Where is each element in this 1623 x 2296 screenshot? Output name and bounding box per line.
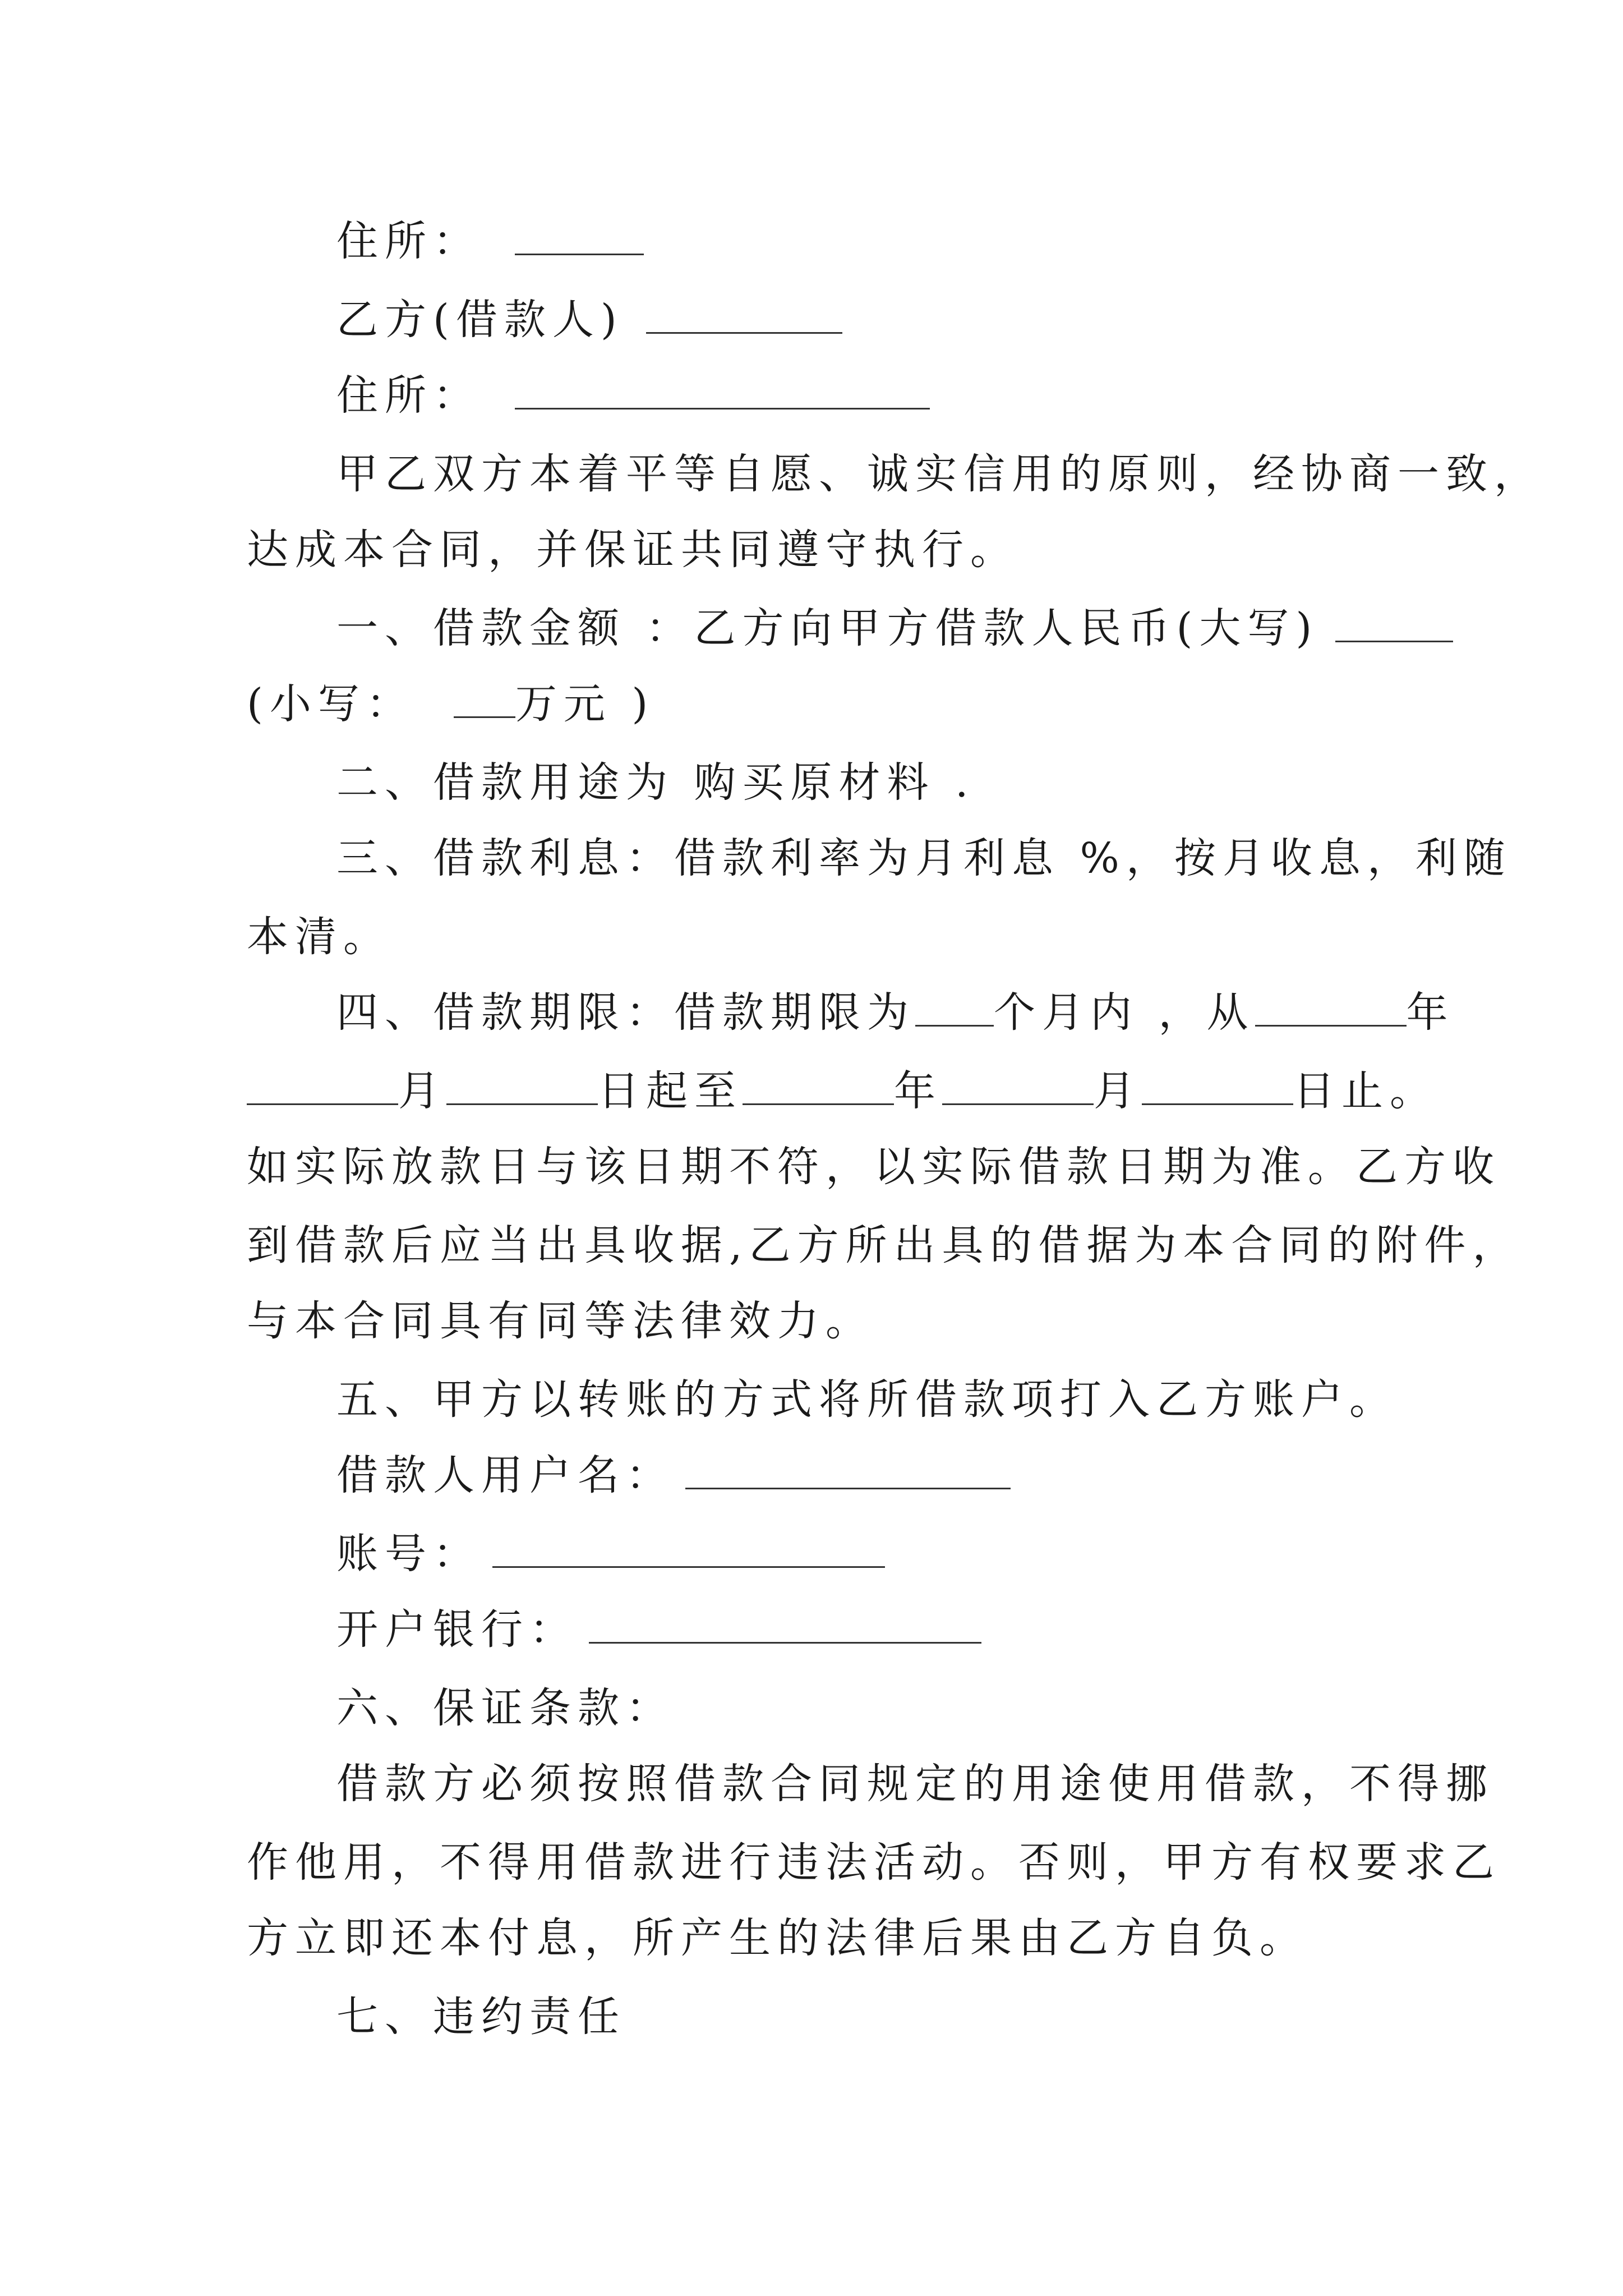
end-year-blank bbox=[743, 1066, 894, 1105]
clause4-line-5: 与本合同具有同等法律效力。 bbox=[247, 1297, 874, 1345]
borrower-residence-blank bbox=[515, 371, 930, 409]
borrower-residence-label: 住所： bbox=[336, 371, 481, 420]
clause3-line-1: 三、借款利息：借款利率为月利息 %，按月收息，利随 bbox=[336, 834, 1512, 882]
start-year-blank bbox=[1255, 988, 1407, 1027]
account-name-line bbox=[336, 1447, 1391, 1503]
amount-small-suffix: 万元 ) bbox=[515, 680, 655, 728]
account-number-blank bbox=[492, 1529, 885, 1568]
clause4-line-4: 到借款后应当出具收据,乙方所出具的借据为本合同的附件， bbox=[247, 1221, 1521, 1269]
end-year-label: 年 bbox=[894, 1067, 942, 1115]
start-month-blank bbox=[247, 1066, 398, 1105]
start-month-label: 月 bbox=[398, 1067, 446, 1115]
clause1-line-2 bbox=[247, 676, 1391, 732]
bank-label: 开户银行： bbox=[336, 1605, 578, 1654]
borrower-name-blank bbox=[646, 295, 842, 334]
lender-residence-blank bbox=[515, 217, 644, 255]
clause1-text: 一、借款金额 ：乙方向甲方借款人民币(大写) bbox=[336, 604, 1319, 652]
clause4-line-2 bbox=[247, 1063, 1438, 1119]
account-name-label: 借款人用户名： bbox=[336, 1451, 674, 1499]
months-blank bbox=[915, 988, 994, 1027]
account-name-blank bbox=[685, 1451, 1011, 1489]
clause4-prefix: 四、借款期限：借款期限为 bbox=[336, 988, 915, 1037]
clause4-line-3: 如实际放款日与该日期不符，以实际借款日期为准。乙方收 bbox=[247, 1143, 1501, 1191]
amount-uppercase-blank bbox=[1335, 604, 1453, 642]
end-month-label: 月 bbox=[1094, 1067, 1142, 1115]
account-number-label: 账号： bbox=[336, 1530, 481, 1578]
clause6-line-2: 作他用，不得用借款进行违法活动。否则，甲方有权要求乙 bbox=[247, 1838, 1501, 1887]
end-month-blank bbox=[942, 1066, 1094, 1105]
amount-small-blank bbox=[454, 679, 515, 718]
borrower-residence-line bbox=[336, 367, 1391, 424]
clause1-line-1 bbox=[336, 600, 1391, 656]
end-day-blank bbox=[1142, 1066, 1293, 1105]
clause3-line-2: 本清。 bbox=[247, 913, 391, 961]
clause2-line: 二、借款用途为 购买原材料 . bbox=[336, 758, 975, 807]
clause7-title: 七、违约责任 bbox=[336, 1993, 626, 2041]
clause6-line-3: 方立即还本付息，所产生的法律后果由乙方自负。 bbox=[247, 1914, 1308, 1962]
clause6-line-1: 借款方必须按照借款合同规定的用途使用借款，不得挪 bbox=[336, 1760, 1494, 1808]
preamble-line-1: 甲乙双方本着平等自愿、诚实信用的原则，经协商一致， bbox=[336, 450, 1542, 498]
start-day-blank bbox=[446, 1066, 598, 1105]
bank-blank bbox=[589, 1605, 981, 1644]
borrower-line bbox=[336, 292, 1391, 348]
bank-line bbox=[336, 1602, 1391, 1658]
amount-small-prefix: (小写： bbox=[247, 680, 414, 728]
borrower-label: 乙方(借款人) bbox=[336, 296, 624, 344]
lender-residence-label: 住所： bbox=[336, 217, 481, 265]
lender-residence-line bbox=[336, 213, 1391, 269]
start-day-label: 日起至 bbox=[598, 1067, 743, 1115]
end-day-label: 日止。 bbox=[1293, 1067, 1438, 1115]
clause4-mid: 个月内 ，从 bbox=[994, 988, 1255, 1037]
account-number-line bbox=[336, 1526, 1391, 1582]
preamble-line-2: 达成本合同，并保证共同遵守执行。 bbox=[247, 526, 1018, 574]
clause4-line-1 bbox=[336, 984, 1455, 1041]
start-year-label: 年 bbox=[1406, 988, 1455, 1037]
clause6-title: 六、保证条款： bbox=[336, 1684, 674, 1732]
clause5-line: 五、甲方以转账的方式将所借款项打入乙方账户。 bbox=[336, 1375, 1398, 1424]
